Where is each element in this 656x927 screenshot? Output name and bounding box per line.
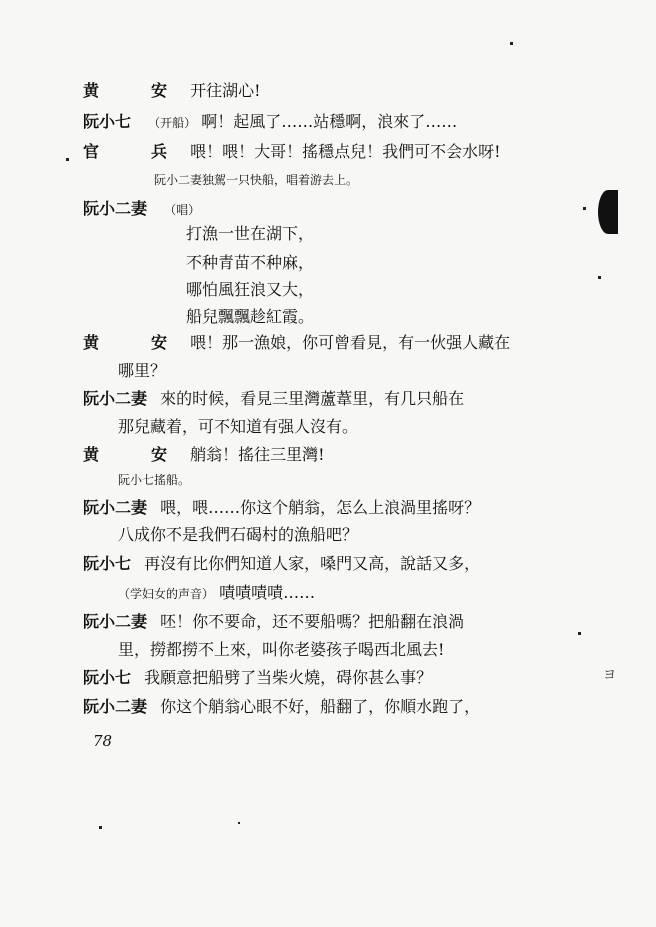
speech-continuation: 那兒藏着，可不知道有强人沒有。: [118, 417, 359, 436]
speaker: 黄 安: [83, 445, 186, 464]
dialogue-line: [83, 333, 510, 353]
song-line: 打漁一世在湖下，: [186, 224, 315, 243]
speech: 嘖嘖嘖嘖……: [219, 583, 316, 602]
song-line: 不种青苗不种麻，: [186, 253, 315, 272]
dialogue-line: [83, 445, 325, 465]
speaker: 阮小二妻: [83, 612, 148, 631]
margin-mark: ヨ: [603, 668, 617, 683]
page-number: 78: [93, 732, 113, 750]
speaker: 阮小七: [83, 112, 132, 131]
dialogue-line: [83, 668, 432, 688]
speech: 喂，喂……你这个艄翁，怎么上浪渦里搖呀？: [160, 498, 481, 517]
scan-blot: [598, 190, 618, 234]
speech: 艄翁！搖往三里灣!: [190, 445, 325, 464]
scan-speck: [578, 632, 581, 635]
scan-speck: [598, 276, 601, 279]
dialogue-line: [83, 697, 480, 717]
speaker: 阮小二妻: [83, 697, 148, 716]
speaker: 阮小七: [83, 668, 132, 687]
dialogue-line: [83, 612, 464, 632]
speech-continuation: 八成你不是我們石碣村的漁船吧？: [118, 525, 359, 544]
speaker: 黄 安: [83, 333, 186, 352]
scan-speck: [510, 42, 513, 45]
speech: 开往湖心!: [190, 81, 261, 100]
speech-continuation: [118, 583, 315, 604]
stage-direction: 阮小七搖船。: [118, 473, 191, 487]
speech: 我願意把船劈了当柴火燒，碍你甚么事？: [144, 668, 433, 687]
scan-speck: [66, 158, 69, 161]
dialogue-line: [83, 112, 457, 133]
dialogue-line: [83, 389, 464, 409]
song-header: [83, 199, 200, 220]
stage-note: （开船）: [148, 116, 197, 130]
stage-direction: 阮小二妻独駕一只快船，唱着游去上。: [154, 173, 359, 187]
speech: 喂！那一漁娘，你可曾看見，有一伙强人藏在: [190, 333, 511, 352]
dialogue-line: [83, 554, 480, 574]
speech: 呸！你不要命，还不要船嗎？把船翻在浪渦: [160, 612, 465, 631]
speaker: 阮小二妻: [83, 389, 148, 408]
speaker: 官 兵: [83, 142, 186, 161]
speech: 來的时候，看見三里灣蘆葦里，有几只船在: [160, 389, 465, 408]
speaker: 阮小七: [83, 554, 132, 573]
scan-speck: [583, 207, 586, 210]
dialogue-line: [83, 142, 501, 162]
song-line: 船兒飄飄趁紅霞。: [186, 307, 315, 326]
dialogue-line: [83, 498, 480, 518]
speech: 喂！喂！大哥！搖穩点兒！我們可不会水呀!: [190, 142, 501, 161]
speaker: 阮小二妻: [83, 498, 148, 517]
speaker: 黄 安: [83, 81, 186, 100]
speech: 再沒有比你們知道人家，嗓門又高，說話又多，: [144, 554, 481, 573]
speech: 啊！起風了……站穩啊，浪來了……: [201, 112, 458, 131]
stage-note: （学妇女的声音）: [118, 587, 215, 601]
song-line: 哪怕風狂浪又大，: [186, 280, 315, 299]
speech-continuation: 哪里？: [118, 361, 167, 380]
speech: 你这个艄翁心眼不好，船翻了，你順水跑了，: [160, 697, 481, 716]
speech-continuation: 里，撈都撈不上來，叫你老婆孩子喝西北風去!: [118, 640, 445, 659]
stage-note: （唱）: [164, 203, 201, 217]
scan-speck: [238, 822, 240, 824]
speaker: 阮小二妻: [83, 199, 148, 218]
scan-speck: [99, 826, 102, 829]
dialogue-line: [83, 81, 261, 101]
